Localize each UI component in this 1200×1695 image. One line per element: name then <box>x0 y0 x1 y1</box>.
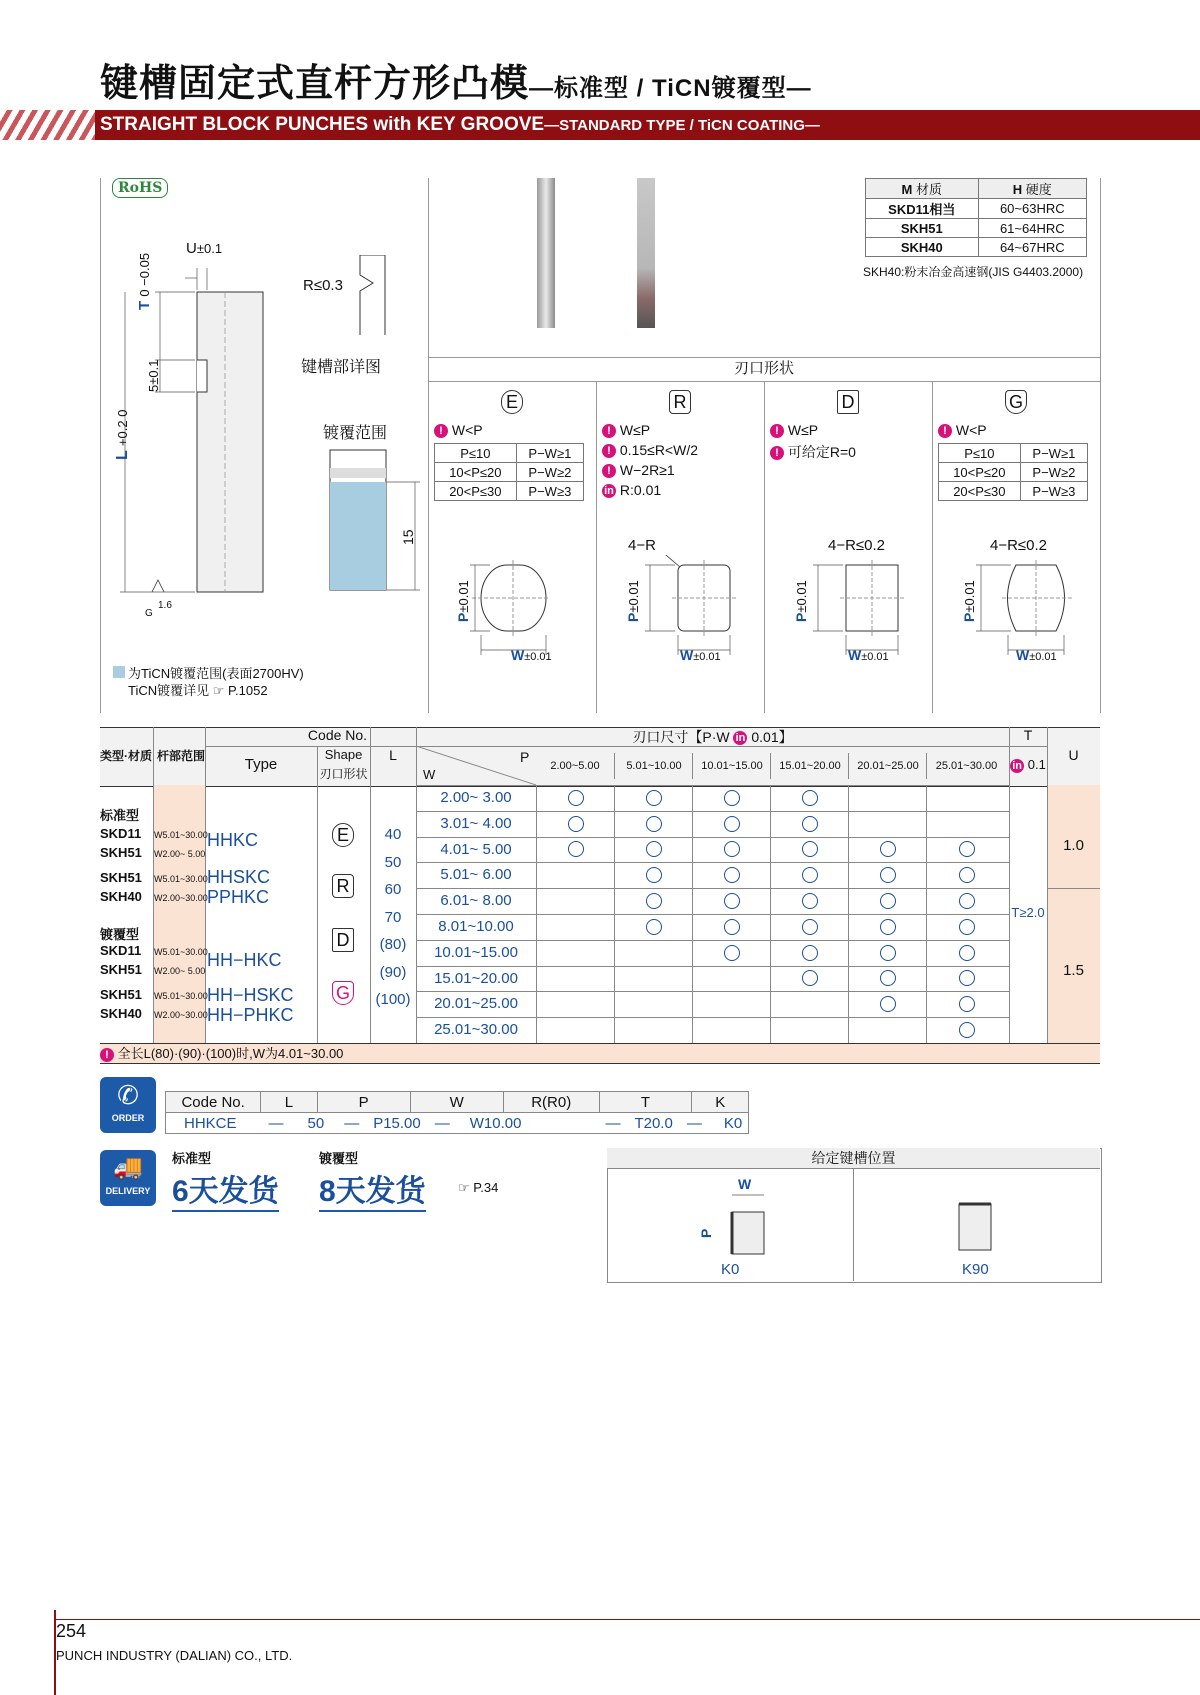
availability-cell <box>848 1017 927 1043</box>
page-number: 254 <box>56 1621 87 1641</box>
availability-cell <box>536 785 615 811</box>
product-photo-standard <box>537 178 555 328</box>
availability-cell <box>614 940 693 966</box>
type-hhskc-pphkc: HHSKC PPHKC <box>207 867 271 907</box>
key-k90-label: K90 <box>962 1261 989 1278</box>
cond-cell: P−W≥3 <box>516 482 583 501</box>
shape-r-cond2: ! 0.15≤R<W/2 <box>602 442 698 458</box>
availability-cell <box>536 837 615 863</box>
cond-cell: 10<P≤20 <box>435 463 517 482</box>
available-mark <box>802 816 818 832</box>
edge-col-divider <box>596 381 597 713</box>
available-mark <box>802 893 818 909</box>
availability-cell <box>614 888 693 914</box>
availability-cell <box>848 837 927 863</box>
u-value-1: 1.0 <box>1063 837 1084 854</box>
detail-label: 键槽部详图 <box>301 359 382 376</box>
coat-label: 镀覆范围 <box>323 425 388 442</box>
mat-cell: SKD11相当 <box>866 199 979 219</box>
u-dim: U±0.1 <box>186 240 223 257</box>
cond-cell: P−W≥2 <box>516 463 583 482</box>
th-t: T <box>1023 727 1033 743</box>
footer-hline <box>54 1619 1200 1620</box>
th-l: L <box>389 747 397 763</box>
availability-cell <box>926 888 1006 914</box>
col-line <box>317 746 318 1043</box>
order-value: — <box>686 1114 702 1132</box>
type-hh-hkc: HH−HKC <box>207 950 282 970</box>
available-mark <box>802 970 818 986</box>
cond-cell: P≤10 <box>939 444 1021 463</box>
cond-cell: P−W≥2 <box>1020 463 1087 482</box>
std-type-label: 标准型 <box>100 808 140 823</box>
availability-cell <box>536 914 615 940</box>
key-k0-drawing <box>700 1190 800 1260</box>
th-range: 杆部范围 <box>157 749 206 763</box>
availability-cell <box>614 862 693 888</box>
availability-cell <box>848 785 927 811</box>
availability-cell <box>926 914 1006 940</box>
w-range-cell: 8.01~10.00 <box>438 918 514 935</box>
shape-d-p: P±0.01 <box>793 580 809 622</box>
order-header-cell: K <box>692 1092 749 1113</box>
std-mats: SKD11 SKH51 SKH51 SKH40 <box>100 826 142 904</box>
r-label: R≤0.3 <box>303 277 343 294</box>
availability-cell <box>848 991 927 1017</box>
hard-cell: 61~64HRC <box>978 219 1086 238</box>
cond-cell: P−W≥3 <box>1020 482 1087 501</box>
p-range-header: 20.01~25.00 <box>848 753 927 779</box>
length-list: 40 50 60 70 (80) (90) (100) <box>375 826 411 1008</box>
page-title: 键槽固定式直杆方形凸模—标准型 / TiCN镀覆型— <box>100 63 812 105</box>
p-range-header: 10.01~15.00 <box>692 753 771 779</box>
cond-cell: 20<P≤30 <box>435 482 517 501</box>
available-mark <box>724 919 740 935</box>
availability-cell <box>692 940 771 966</box>
delivery-std-days: 6天发货 <box>172 1166 279 1212</box>
main-table <box>100 727 1100 1063</box>
availability-cell <box>692 811 771 837</box>
availability-cell <box>770 862 849 888</box>
w-range-cell: 4.01~ 5.00 <box>440 840 512 858</box>
availability-cell <box>926 837 1006 863</box>
available-mark <box>880 996 896 1012</box>
available-mark <box>959 841 975 857</box>
availability-cell <box>536 966 615 992</box>
english-title: STRAIGHT BLOCK PUNCHES with KEY GROOVE—STANDARD TYPE / TiCN COATING— <box>100 114 820 135</box>
t-value: T≥2.0 <box>1011 905 1045 920</box>
w-range-cell: 25.01~30.00 <box>434 1021 518 1039</box>
th-p: P <box>520 749 530 765</box>
title-bar-stripes <box>0 110 95 140</box>
key-position-divider <box>853 1168 854 1281</box>
available-mark <box>802 841 818 857</box>
order-example-table <box>165 1091 749 1134</box>
available-mark <box>646 867 662 883</box>
available-mark <box>880 841 896 857</box>
coat-legend-swatch <box>113 666 125 678</box>
table-footnote: ! 全长L(80)·(90)·(100)时,W为4.01~30.00 <box>100 1043 1100 1064</box>
order-value: 50 <box>307 1114 325 1132</box>
availability-cell <box>614 914 693 940</box>
five-dim: 5±0.1 <box>146 359 161 392</box>
availability-cell <box>692 785 771 811</box>
roughness: 1.6 <box>158 600 172 611</box>
order-value: HHKCE <box>184 1114 237 1132</box>
u-col-bg <box>1047 785 1100 1043</box>
shape-e-cell: E <box>332 823 354 847</box>
order-header-cell: Code No. <box>166 1092 261 1113</box>
shape-d-cond2: ! 可给定R=0 <box>770 442 856 462</box>
order-value: T20.0 <box>634 1114 673 1132</box>
availability-cell <box>848 940 927 966</box>
availability-cell <box>848 811 927 837</box>
availability-cell <box>848 888 927 914</box>
availability-cell <box>926 1017 1006 1043</box>
w-range-cell: 5.01~ 6.00 <box>440 866 512 884</box>
availability-cell <box>692 991 771 1017</box>
th-w: W <box>423 767 436 782</box>
phone-icon: ✆ <box>117 1080 139 1110</box>
th-t-tol: in 0.1 <box>1009 757 1047 773</box>
availability-cell <box>848 914 927 940</box>
available-mark <box>646 919 662 935</box>
available-mark <box>959 867 975 883</box>
coat-note: 为TiCN镀覆范围(表面2700HV) <box>128 666 304 681</box>
hard-cell: 60~63HRC <box>978 199 1086 219</box>
available-mark <box>646 841 662 857</box>
availability-cell <box>770 888 849 914</box>
w-range-cell: 15.01~20.00 <box>434 969 518 987</box>
company-name: PUNCH INDUSTRY (DALIAN) CO., LTD. <box>56 1648 293 1663</box>
shape-g-table <box>938 443 1088 501</box>
material-header: M 材质 <box>866 179 979 199</box>
available-mark <box>880 867 896 883</box>
available-mark <box>646 790 662 806</box>
type-hh-hskc-phkc: HH−HSKC HH−PHKC <box>207 985 294 1025</box>
available-mark <box>880 945 896 961</box>
shape-e-cond: ! W<P <box>434 422 483 438</box>
order-example-values <box>166 1113 749 1134</box>
mat-cell: SKH40 <box>866 238 979 257</box>
groove-detail-drawing <box>355 255 405 335</box>
available-mark <box>959 893 975 909</box>
shape-g-radius: 4−R≤0.2 <box>990 537 1048 554</box>
shape-r-radius: 4−R <box>628 537 656 554</box>
available-mark <box>724 893 740 909</box>
availability-cell <box>614 966 693 992</box>
th-type-mat: 类型·材质 <box>100 749 152 763</box>
shape-d-radius: 4−R≤0.2 <box>828 537 886 554</box>
availability-cell <box>692 1017 771 1043</box>
availability-cell <box>692 837 771 863</box>
cond-cell: 10<P≤20 <box>939 463 1021 482</box>
l-dim: L +0.2 0 <box>114 409 131 460</box>
delivery-coat-days: 8天发货 <box>319 1166 426 1212</box>
key-k0-label: K0 <box>721 1261 740 1278</box>
w-range-cell: 6.01~ 8.00 <box>440 892 512 910</box>
availability-cell <box>770 1017 849 1043</box>
w-range-cell: 10.01~15.00 <box>434 943 518 961</box>
order-value: — <box>434 1114 450 1132</box>
u-divider <box>1047 888 1100 889</box>
shape-e-badge: E <box>501 390 523 414</box>
order-value: W10.00 <box>469 1114 522 1132</box>
available-mark <box>802 867 818 883</box>
shape-e-table <box>434 443 584 501</box>
order-header-cell: W <box>410 1092 503 1113</box>
availability-cell <box>614 785 693 811</box>
available-mark <box>568 790 584 806</box>
availability-cell <box>614 1017 693 1043</box>
availability-cell <box>536 1017 615 1043</box>
order-header-cell: L <box>261 1092 317 1113</box>
th-shape2: 刃口形状 <box>319 767 368 781</box>
g-label: G <box>145 608 153 619</box>
order-value: — <box>344 1114 360 1132</box>
cond-cell: P−W≥1 <box>516 444 583 463</box>
availability-cell <box>692 966 771 992</box>
available-mark <box>802 919 818 935</box>
availability-cell <box>770 966 849 992</box>
edge-shape-title: 刃口形状 <box>733 360 794 377</box>
cond-cell: 20<P≤30 <box>939 482 1021 501</box>
available-mark <box>724 816 740 832</box>
availability-cell <box>770 837 849 863</box>
th-code: Code No. <box>307 727 368 743</box>
available-mark <box>568 816 584 832</box>
available-mark <box>959 996 975 1012</box>
w-range-cell: 3.01~ 4.00 <box>440 814 512 832</box>
shape-g-w: W±0.01 <box>1016 647 1057 663</box>
availability-cell <box>536 862 615 888</box>
availability-cell <box>770 991 849 1017</box>
shape-g-cell: G <box>332 981 354 1005</box>
availability-cell <box>692 914 771 940</box>
available-mark <box>880 919 896 935</box>
availability-cell <box>536 940 615 966</box>
rohs-badge: RoHS <box>112 178 168 198</box>
delivery-coat-label: 镀覆型 <box>319 1151 359 1166</box>
availability-cell <box>770 940 849 966</box>
order-value: — <box>268 1114 284 1132</box>
availability-cell <box>770 811 849 837</box>
availability-cell <box>926 811 1006 837</box>
availability-cell <box>536 888 615 914</box>
order-value: P15.00 <box>373 1114 421 1132</box>
availability-cell <box>926 940 1006 966</box>
available-mark <box>880 893 896 909</box>
shape-d-badge: D <box>837 390 859 414</box>
hardness-header: H 硬度 <box>978 179 1086 199</box>
coat-type-label: 镀覆型 <box>100 927 140 942</box>
order-header-cell: R(R0) <box>503 1092 599 1113</box>
available-mark <box>880 970 896 986</box>
key-w-label: W <box>738 1176 752 1192</box>
key-k90-drawing <box>955 1200 995 1256</box>
cond-cell: P−W≥1 <box>1020 444 1087 463</box>
shape-r-cell: R <box>332 874 354 898</box>
available-mark <box>724 841 740 857</box>
coat-dim: 15 <box>400 529 416 545</box>
order-value: K0 <box>723 1114 743 1132</box>
edge-col-divider <box>764 381 765 713</box>
availability-cell <box>926 991 1006 1017</box>
available-mark <box>959 919 975 935</box>
availability-cell <box>536 991 615 1017</box>
th-size: 刃口尺寸【P·W in 0.01】 <box>632 729 793 745</box>
shape-r-badge: R <box>669 390 691 414</box>
col-line <box>1009 727 1010 1043</box>
p-range-header-row <box>536 759 1009 779</box>
hard-cell: 64~67HRC <box>978 238 1086 257</box>
availability-cell <box>614 991 693 1017</box>
w-range-cell: 2.00~ 3.00 <box>440 789 512 806</box>
availability-cell <box>692 862 771 888</box>
mat-cell: SKH51 <box>866 219 979 238</box>
type-hhkc: HHKC <box>207 830 259 850</box>
available-mark <box>646 816 662 832</box>
col-line <box>1047 727 1048 1043</box>
w-range-cell: 20.01~25.00 <box>434 995 518 1013</box>
coat-ref: TiCN镀覆详见 ☞ P.1052 <box>128 683 268 698</box>
shape-r-w: W±0.01 <box>680 647 721 663</box>
available-mark <box>959 945 975 961</box>
coat-range-drawing <box>325 448 425 598</box>
th-shape: Shape <box>324 747 363 762</box>
available-mark <box>568 841 584 857</box>
availability-cell <box>926 785 1006 811</box>
frame-mid <box>428 178 429 713</box>
p-range-header: 15.01~20.00 <box>770 753 849 779</box>
p-range-header: 2.00~5.00 <box>550 760 600 772</box>
available-mark <box>724 790 740 806</box>
shape-d-cell: D <box>332 928 354 952</box>
material-table <box>865 178 1087 257</box>
shape-d-cond: ! W≤P <box>770 422 818 438</box>
key-p-label: P <box>698 1228 714 1238</box>
availability-cell <box>614 837 693 863</box>
available-mark <box>959 970 975 986</box>
frame-right <box>1100 178 1101 713</box>
delivery-ref[interactable]: ☞ P.34 <box>458 1180 499 1195</box>
available-mark <box>802 790 818 806</box>
order-header-cell: T <box>599 1092 692 1113</box>
delivery-badge: 🚚 DELIVERY <box>100 1150 156 1206</box>
shape-e-w: W±0.01 <box>511 647 552 663</box>
shape-e-p: P±0.01 <box>455 580 471 622</box>
available-mark <box>646 893 662 909</box>
availability-cell <box>848 966 927 992</box>
order-badge: ✆ ORDER <box>100 1077 156 1133</box>
coat-ranges: W5.01~30.00 W2.00~ 5.00 W5.01~30.00 W2.00~30.00 <box>154 947 208 1020</box>
shape-g-cond: ! W<P <box>938 422 987 438</box>
availability-cell <box>926 966 1006 992</box>
order-header-cell: P <box>317 1092 410 1113</box>
truck-icon: 🚚 <box>113 1154 143 1181</box>
availability-cell <box>536 811 615 837</box>
edge-col-divider <box>932 381 933 713</box>
available-mark <box>724 945 740 961</box>
size-grid <box>416 785 1009 1043</box>
shape-g-p: P±0.01 <box>961 580 977 622</box>
cond-cell: P≤10 <box>435 444 517 463</box>
availability-cell <box>692 888 771 914</box>
shape-r-cond3: ! W−2R≥1 <box>602 462 675 478</box>
available-mark <box>802 945 818 961</box>
key-position-title: 给定键槽位置 <box>607 1148 1100 1169</box>
material-note: SKH40:粉末冶金高速钢(JIS G4403.2000) <box>863 265 1084 279</box>
shape-r-cond: ! W≤P <box>602 422 650 438</box>
available-mark <box>959 1022 975 1038</box>
p-range-header: 25.01~30.00 <box>926 753 1006 779</box>
shape-r-tol: in R:0.01 <box>602 482 661 498</box>
shape-d-w: W±0.01 <box>848 647 889 663</box>
p-range-header: 5.01~10.00 <box>614 753 693 779</box>
order-value: — <box>605 1114 621 1132</box>
product-photo-coated <box>637 178 655 328</box>
availability-cell <box>848 862 927 888</box>
availability-cell <box>614 811 693 837</box>
delivery-std-label: 标准型 <box>172 1151 212 1166</box>
u-value-2: 1.5 <box>1063 962 1084 979</box>
hdr-diagonal <box>416 746 536 785</box>
coat-mats: SKD11 SKH51 SKH51 SKH40 <box>100 943 142 1021</box>
availability-cell <box>926 862 1006 888</box>
th-type: Type <box>244 756 278 773</box>
std-ranges: W5.01~30.00 W2.00~ 5.00 W5.01~30.00 W2.00~30.00 <box>154 830 208 903</box>
th-u: U <box>1068 747 1079 763</box>
available-mark <box>724 867 740 883</box>
shape-g-badge: G <box>1005 390 1027 414</box>
shape-r-p: P±0.01 <box>625 580 641 622</box>
availability-cell <box>770 785 849 811</box>
availability-cell <box>770 914 849 940</box>
t-dim: T 0 −0.05 <box>136 252 153 310</box>
